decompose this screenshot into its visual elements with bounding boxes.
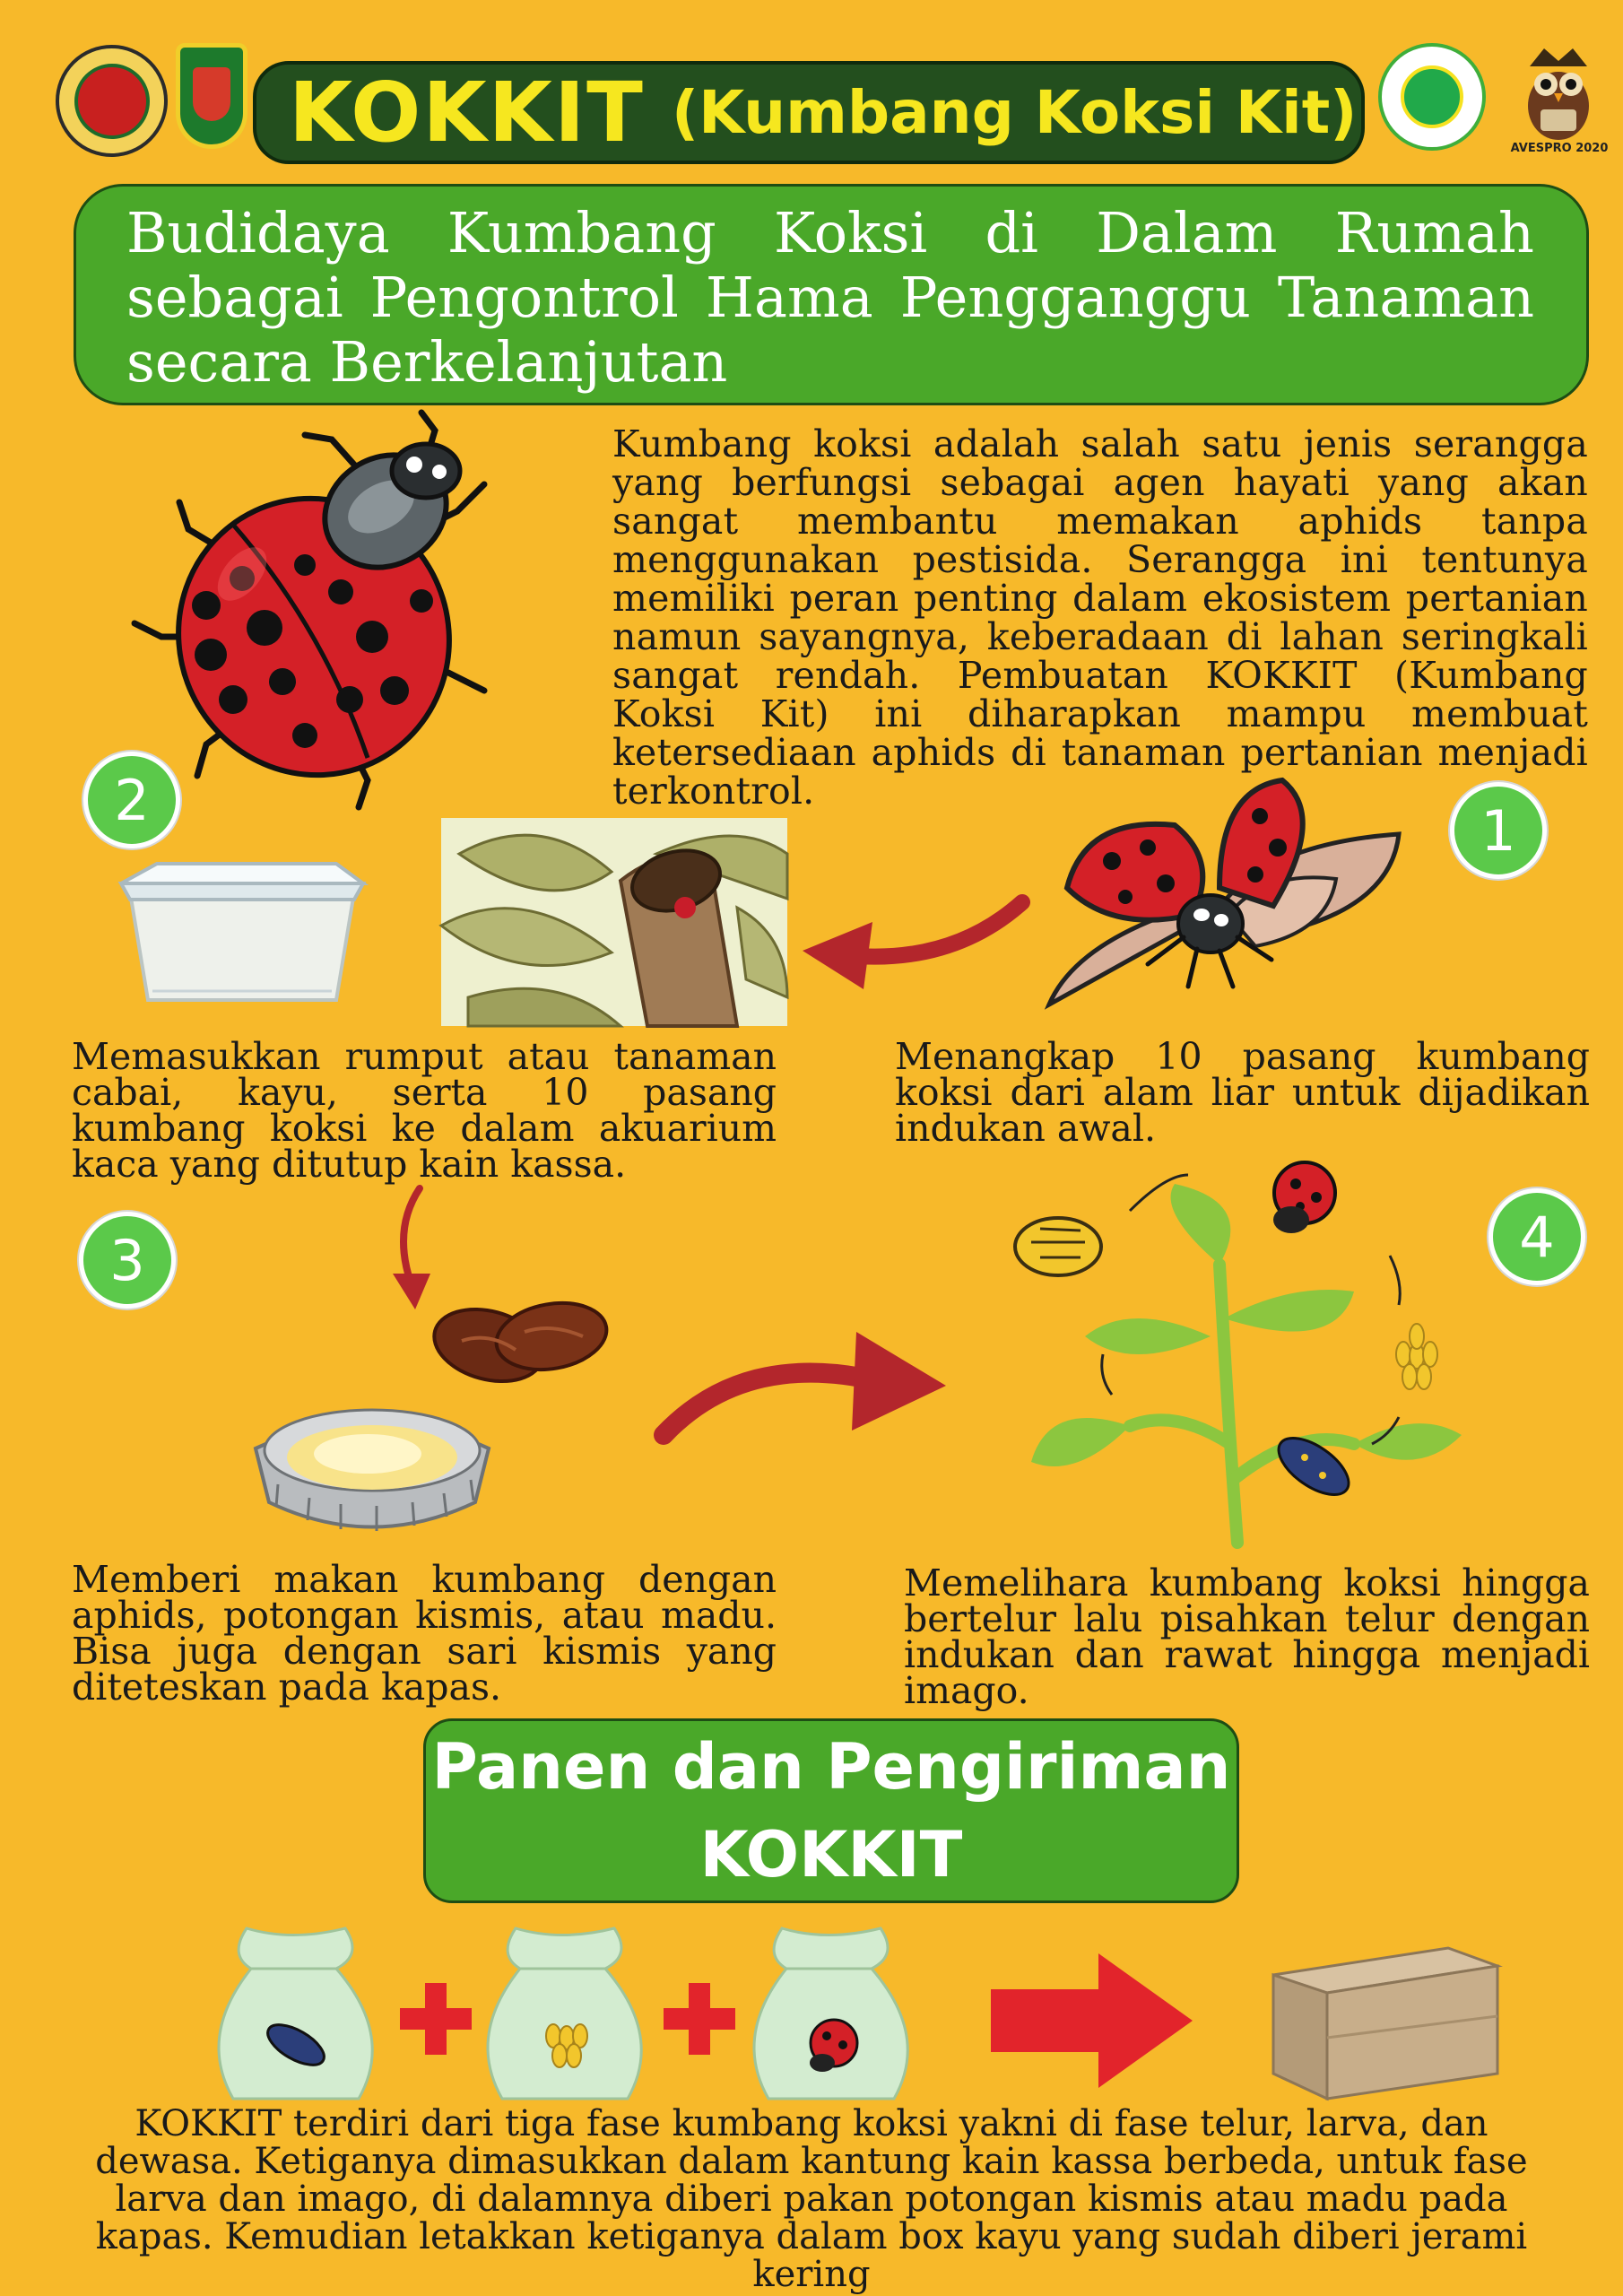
larva-bag-icon (202, 1919, 390, 2108)
shield-logo (176, 43, 247, 149)
plastic-box-icon (112, 857, 372, 1004)
step-4-badge: 4 (1488, 1188, 1585, 1285)
flying-ladybug-icon (1040, 780, 1417, 1018)
arrow-down-icon (384, 1184, 447, 1309)
plus-sign-icon (664, 1983, 735, 2055)
arrow-right-icon (655, 1323, 946, 1439)
step-2-text: Memasukkan rumput atau tanaman cabai, kayu, serta 10 pasang kumbang koksi ke dalam akuarium kaca yang ditutup kain kassa. (72, 1035, 777, 1186)
bottle-cap-honey-icon (242, 1386, 502, 1543)
green-emblem-logo (1378, 43, 1486, 151)
title-main: KOKKIT (289, 65, 645, 161)
bamboo-plant-icon (441, 818, 787, 1026)
step-3-text: Memberi makan kumbang dengan aphids, potongan kismis, atau madu. Bisa juga dengan sari kismis yang diteteskan pada kapas. (72, 1558, 777, 1709)
mascot-label: AVESPRO 2020 (1510, 142, 1609, 155)
adult-bag-icon (737, 1919, 925, 2108)
harvest-banner (423, 1718, 1239, 1903)
harvest-title-line2: KOKKIT (699, 1818, 963, 1892)
step-1-text: Menangkap 10 pasang kumbang koksi dari alam liar untuk dijadikan indukan awal. (895, 1035, 1590, 1150)
arrow-left-icon (803, 895, 1027, 998)
step-3-badge: 3 (79, 1212, 176, 1309)
title-sub: (Kumbang Koksi Kit) (671, 78, 1358, 147)
step-4-text: Memelihara kumbang koksi hingga bertelur lalu pisahkan telur dengan indukan dan rawat hingga menjadi imago. (904, 1561, 1590, 1712)
dates-icon (426, 1296, 614, 1390)
plus-sign-icon (400, 1983, 472, 2055)
intro-text: Kumbang koksi adalah salah satu jenis serangga yang berfungsi sebagai agen hayati yang akan sangat membantu memakan aphids tanpa menggunakan pestisida. Serangga ini tentunya memiliki peran penting dalam ekosistem pertanian namun sayangnya, keberadaan di lahan seringkali sangat rendah. Pembuatan KOKKIT (Kumbang Koksi Kit) ini diharapkan mampu membuat ketersediaan aphids di tanaman pertanian menjadi terkontrol. (612, 422, 1588, 813)
title-bar (253, 61, 1365, 164)
subtitle-banner (74, 184, 1589, 405)
egg-bag-icon (471, 1919, 659, 2108)
owl-mascot-icon (1514, 43, 1603, 142)
right-arrow-icon (991, 1953, 1193, 2088)
subtitle-text: Budidaya Kumbang Koksi di Dalam Rumah sebagai Pengontrol Hama Pengganggu Tanaman secara Berkelanjutan (126, 200, 1534, 395)
ladybug-icon (126, 422, 529, 816)
step-1-badge: 1 (1450, 782, 1547, 879)
life-cycle-plant-icon (995, 1157, 1480, 1543)
final-text: KOKKIT terdiri dari tiga fase kumbang koksi yakni di fase telur, larva, dan dewasa. Ketiganya dimasukkan dalam kantung kain kassa berbeda, untuk fase larva dan imago, di dalamnya diberi pakan potongan kismis atau madu pada kapas. Kemudian letakkan ketiganya dalam box kayu yang sudah diberi jerami kering (95, 2103, 1528, 2295)
step-2-badge: 2 (83, 752, 180, 848)
cardboard-box-icon (1255, 1939, 1502, 2100)
university-logo (56, 45, 168, 157)
harvest-title-line1: Panen dan Pengiriman (431, 1730, 1231, 1804)
